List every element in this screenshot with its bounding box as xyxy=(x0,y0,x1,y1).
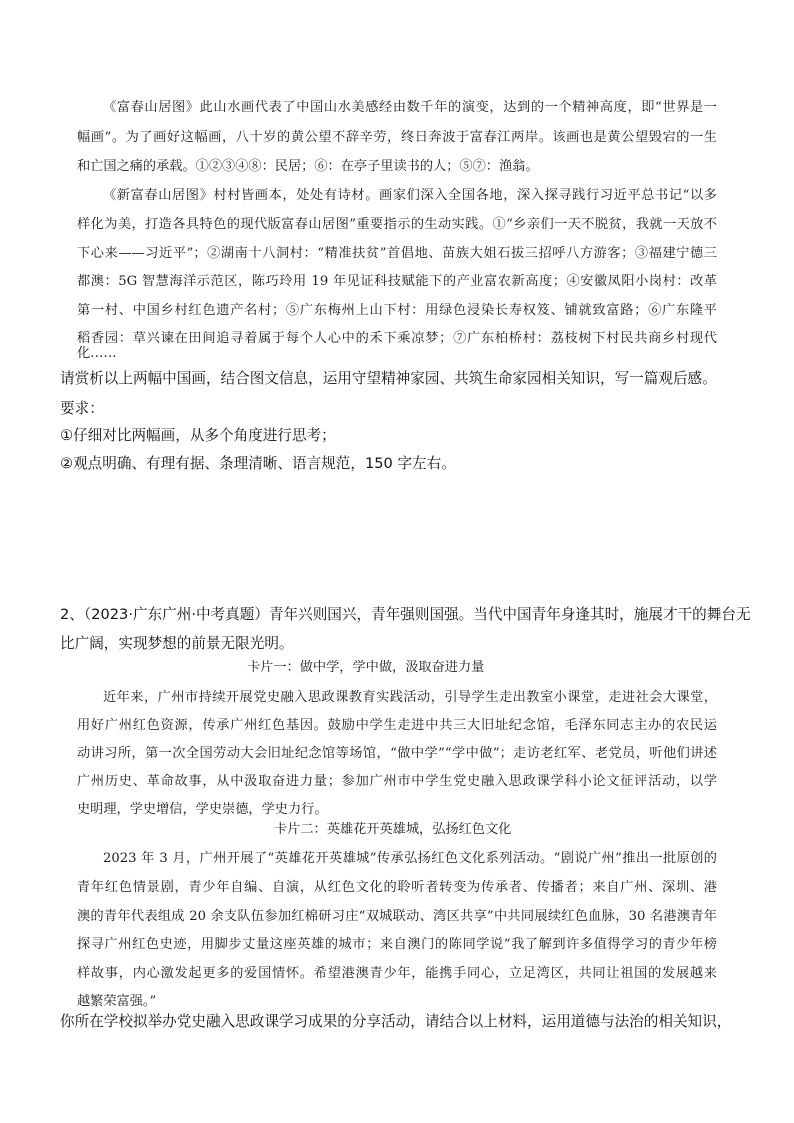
card-1-line-3: 动讲习所，第一次全国劳动大会旧址纪念馆等场馆，“做中学”“学中做”；走访老红军、老党员，听他们讲述 xyxy=(77,746,717,761)
card-2-line-3: 澳的青年代表组成 20 余支队伍参加红棉研习庄“双城联动、湾区共享”中共同展续红色血脉，30 名港澳青年 xyxy=(77,909,717,924)
card-1-line-2: 用好广州红色资源，传承广州红色基因。鼓励中学生走进中共三大旧址纪念馆，毛泽东同志主办的农民运 xyxy=(77,718,717,733)
card-2-line-1: 2023 年 3 月，广州开展了“英雄花开英雄城”传承弘扬红色文化系列活动。“剧说广州”推出一批原创的 xyxy=(103,851,717,866)
card-2-title: 卡片二：英雄花开英雄城，弘扬红色文化 xyxy=(274,822,512,837)
card-1-title: 卡片一：做中学，学中做，汲取奋进力量 xyxy=(247,660,485,675)
card-1-line-5: 史明理，学史增信，学史崇德，学史力行。 xyxy=(77,802,328,817)
card-2-line-4: 探寻广州红色史迹，用脚步丈量这座英雄的城市；来自澳门的陈同学说“我了解到许多值得学习的青少年榜 xyxy=(77,937,717,952)
card-2-line-6: 越繁荣富强。” xyxy=(77,994,157,1009)
paragraph-new-fuchun-line-6: 稻香园：草兴谏在田间追寻着属于每个人心中的禾下乘凉梦；⑦广东柏桥村：荔枝树下村民共商乡村现代 xyxy=(77,331,717,346)
question-2-intro-line-2: 比广阔，实现梦想的前景无限光明。 xyxy=(60,635,294,652)
requirement-2: ②观点明确、有理有据、条理清晰、语言规范，150 字左右。 xyxy=(60,455,456,472)
question-2-intro-line-1: 2、（2023·广东广州·中考真题）青年兴则国兴，青年强则国强。当代中国青年身逢其时，施展才干的舞台无 xyxy=(60,606,751,623)
question-prompt: 请赏析以上两幅中国画，结合图文信息，运用守望精神家园、共筑生命家园相关知识，写一篇观后感。 xyxy=(60,370,717,387)
paragraph-new-fuchun-line-5: 第一村、中国乡村红色遗产名村；⑤广东梅州上山下村：用绿色浸染长寿权笈、铺就致富路；⑥广东隆平 xyxy=(77,303,717,318)
paragraph-new-fuchun-line-3: 下心来——习近平”；②湖南十八洞村：“精准扶贫”首倡地、苗族大姐石拔三招呼八方游客；③福建宁德三 xyxy=(77,246,717,261)
paragraph-fuchun-line-1: 《富春山居图》此山水画代表了中国山水美感经由数千年的演变，达到的一个精神高度，即“世界是一 xyxy=(103,100,717,115)
card-2-line-5: 样故事，内心激发起更多的爱国情怀。希望港澳青少年，能携手同心，立足湾区，共同让祖国的发展越来 xyxy=(77,966,717,981)
question-2-task: 你所在学校拟举办党史融入思政课学习成果的分享活动，请结合以上材料，运用道德与法治的相关知识， xyxy=(60,1013,732,1030)
card-1-line-4: 广州历史、革命故事，从中汲取奋进力量；参加广州市中学生党史融入思政课学科小论文征评活动，以学 xyxy=(77,774,717,789)
card-2-line-2: 青年红色情景剧，青少年自编、自演，从红色文化的聆听者转变为传承者、传播者；来自广州、深圳、港 xyxy=(77,880,717,895)
paragraph-new-fuchun-line-2: 样化为美，打造各具特色的现代版富春山居图”重要指示的生动实践。①“乡亲们一天不脱贫，我就一天放不 xyxy=(77,217,717,232)
requirements-label: 要求： xyxy=(60,400,104,417)
paragraph-fuchun-line-2: 幅画”。为了画好这幅画，八十岁的黄公望不辞辛劳，终日奔波于富春江两岸。该画也是黄公望毁宕的一生 xyxy=(77,130,717,145)
paragraph-new-fuchun-line-4: 都澳：5G 智慧海洋示范区，陈巧玲用 19 年见证科技赋能下的产业富农新高度；④安徽凤阳小岗村：改革 xyxy=(77,274,717,289)
paragraph-fuchun-line-3: 和亡国之痛的承载。①②③④⑧：民居；⑥：在亭子里读书的人；⑤⑦：渔翁。 xyxy=(77,159,539,174)
paragraph-new-fuchun-line-1: 《新富春山居图》村村皆画本，处处有诗材。画家们深入全国各地，深入探寻践行习近平总书记“以多 xyxy=(103,188,717,203)
paragraph-new-fuchun-line-7: 化…… xyxy=(77,346,117,361)
card-1-line-1: 近年来，广州市持续开展党史融入思政课教育实践活动，引导学生走出教室小课堂，走进社会大课堂， xyxy=(103,690,717,705)
requirement-1: ①仔细对比两幅画，从多个角度进行思考； xyxy=(60,427,336,444)
